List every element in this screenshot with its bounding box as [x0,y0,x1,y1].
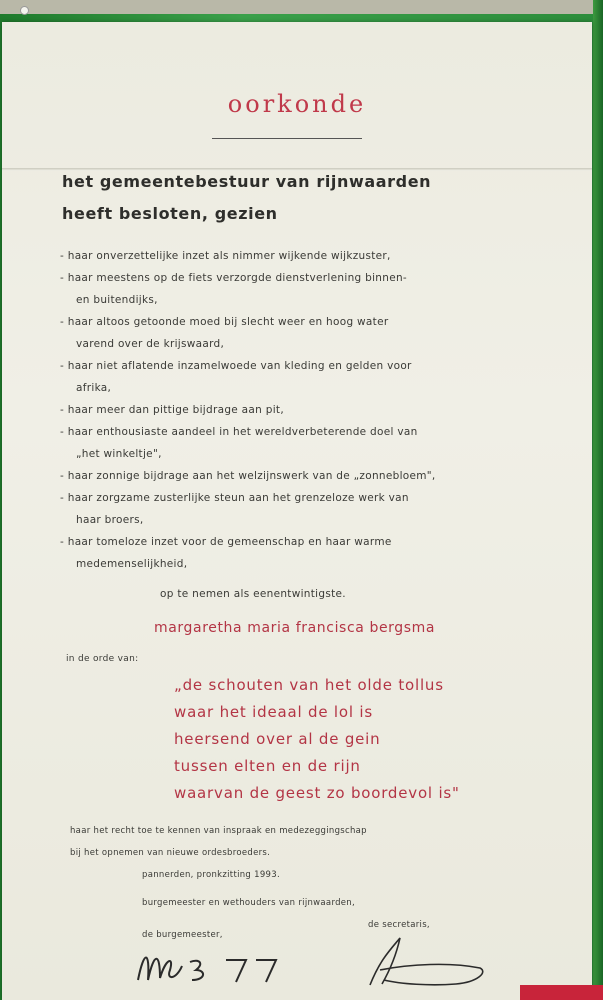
heading-line-1: het gemeentebestuur van rijnwaarden [62,172,432,191]
mayor-label: de burgemeester, [142,930,223,940]
verse-line: heersend over al de gein [174,730,381,748]
consideration-7: - haar zonnige bijdrage aan het welzijnswerk van de „zonnebloem", [60,470,436,482]
signatories: burgemeester en wethouders van rijnwaarden, [142,898,355,908]
verse-line: „de schouten van het olde tollus [174,676,444,694]
consideration-9: - haar tomeloze inzet voor de gemeenschap en haar warme [60,536,392,548]
consideration-5: - haar meer dan pittige bijdrage aan pit, [60,404,284,416]
consideration-8: - haar zorgzame zusterlijke steun aan het grenzeloze werk van [60,492,409,504]
paper-fold [2,168,592,171]
verse-line: waarvan de geest zo boordevol is" [174,784,460,802]
mayor-signature [130,940,310,990]
place-date: pannerden, pronkzitting 1993. [142,870,280,880]
consideration-2: - haar meestens op de fiets verzorgde dienstverlening binnen- [60,272,408,284]
secretary-label: de secretaris, [368,920,430,930]
consideration-4-cont: afrika, [76,382,112,394]
consideration-1: - haar onverzettelijke inzet als nimmer wijkende wijkzuster, [60,250,391,262]
certificate-paper [2,22,592,1000]
verse-line: waar het ideaal de lol is [174,703,373,721]
pin-icon [20,6,29,15]
consideration-2-cont: en buitendijks, [76,294,158,306]
rights-line-1: haar het recht toe te kennen van inspraak en medezeggingschap [70,826,367,836]
heading-line-2: heeft besloten, gezien [62,204,278,223]
consideration-9-cont: medemenselijkheid, [76,558,188,570]
page-title: oorkonde [227,90,367,118]
consideration-6-cont: „het winkeltje", [76,448,162,460]
consideration-8-cont: haar broers, [76,514,144,526]
consideration-3: - haar altoos getoonde moed bij slecht weer en hoog water [60,316,389,328]
top-edge [0,0,603,14]
secretary-signature [360,930,500,990]
bottom-red-strip [520,985,603,1000]
order-intro: in de orde van: [66,654,139,664]
consideration-6: - haar enthousiaste aandeel in het wereldverbeterende doel van [60,426,418,438]
consideration-3-cont: varend over de krijswaard, [76,338,225,350]
appointment-line: op te nemen als eenentwintigste. [160,588,346,600]
board-edge [593,0,603,1000]
recipient-name: margaretha maria francisca bergsma [154,620,436,636]
consideration-4: - haar niet aflatende inzamelwoede van kleding en gelden voor [60,360,412,372]
rights-line-2: bij het opnemen van nieuwe ordesbroeders. [70,848,271,858]
verse-line: tussen elten en de rijn [174,757,361,775]
order-verse [174,672,460,807]
title-divider [212,138,362,139]
